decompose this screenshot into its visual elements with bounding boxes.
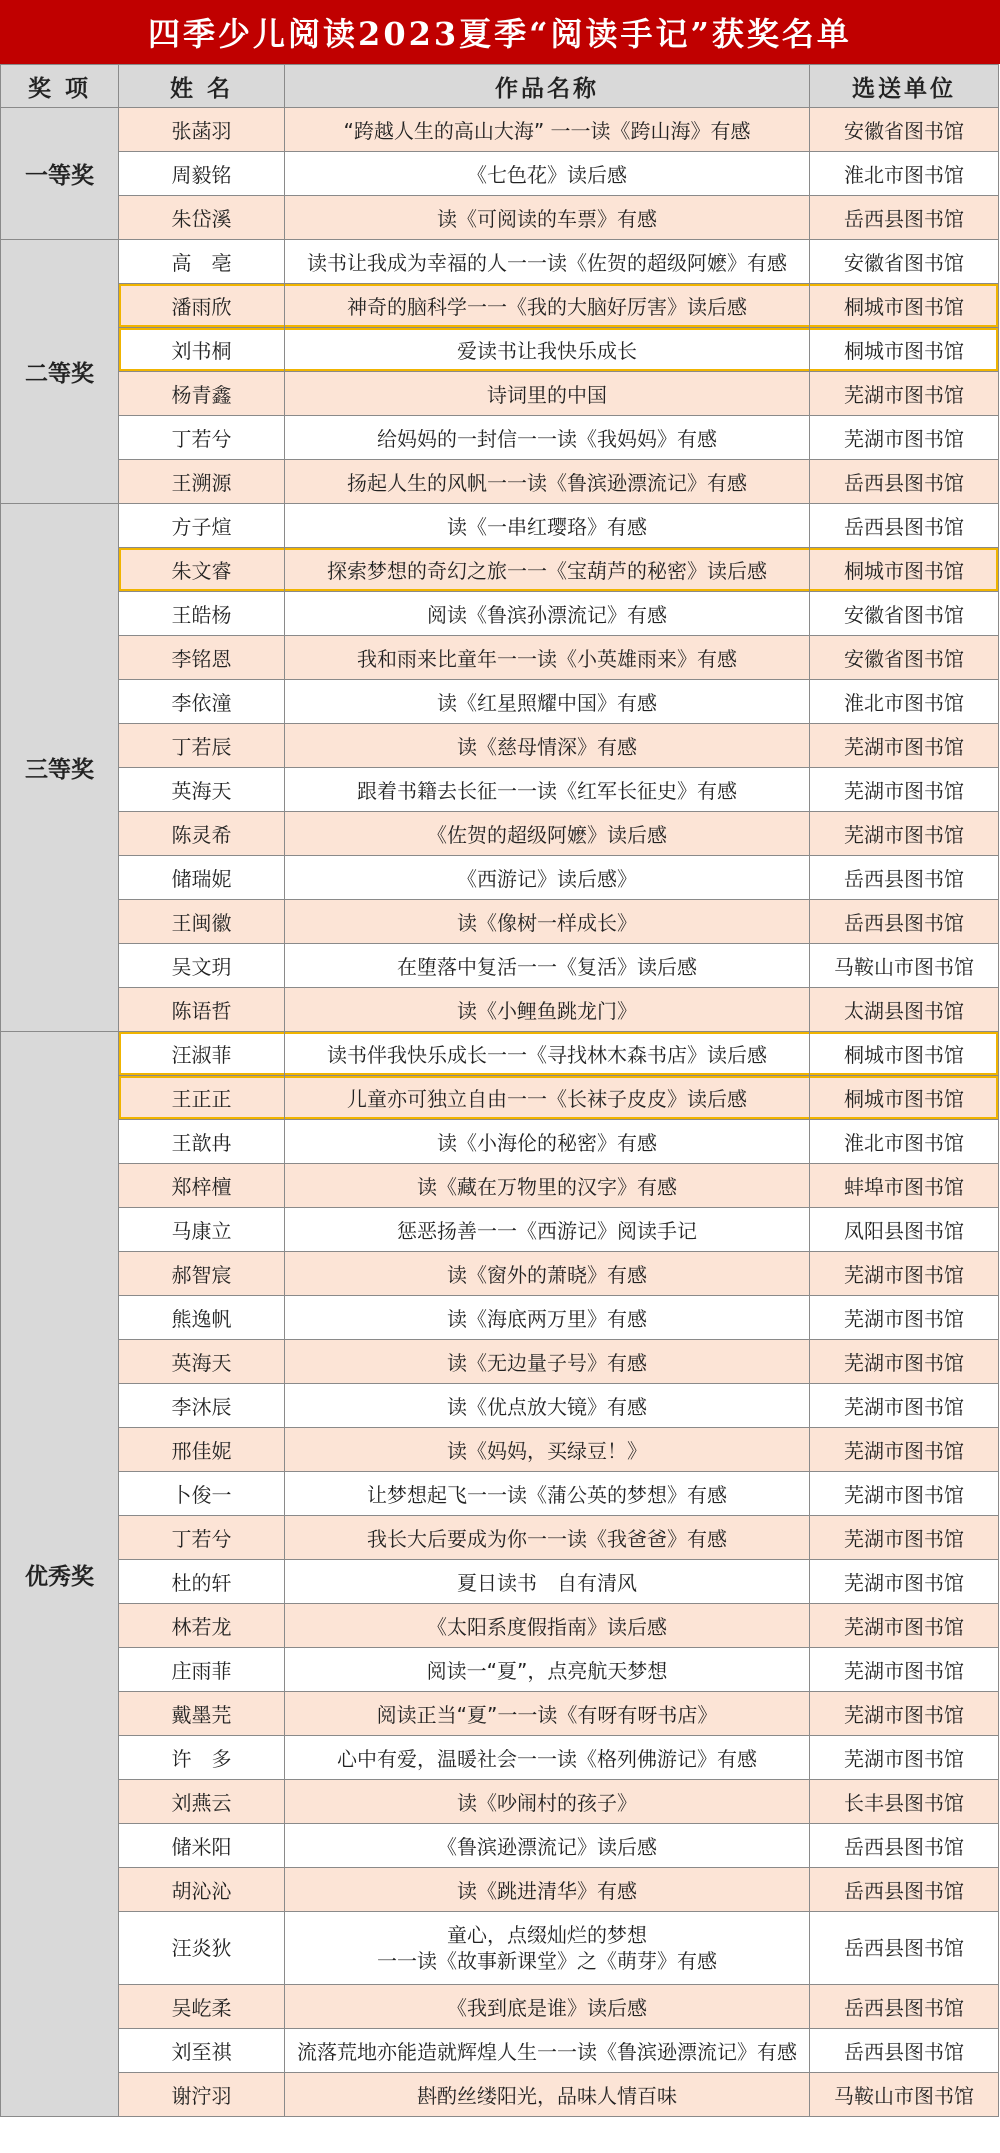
submitting-library-cell: 桐城市图书馆: [810, 1032, 999, 1076]
winner-name-cell: 朱岱溪: [119, 196, 285, 240]
work-title-cell: 读《像树一样成长》: [285, 900, 810, 944]
table-row: [1, 1692, 999, 1736]
table-row: [1, 1780, 999, 1824]
submitting-library-cell: 芜湖市图书馆: [810, 1692, 999, 1736]
submitting-library-cell: 太湖县图书馆: [810, 988, 999, 1032]
table-row: [1, 636, 999, 680]
sheet-title: 四季少儿阅读2023夏季“阅读手记”获奖名单: [0, 0, 1000, 64]
work-title-cell: 读《海底两万里》有感: [285, 1296, 810, 1340]
work-title-cell: 《西游记》读后感》: [285, 856, 810, 900]
submitting-library-cell: 芜湖市图书馆: [810, 1736, 999, 1780]
work-title-cell: 读《可阅读的车票》有感: [285, 196, 810, 240]
winner-name-cell: 胡沁沁: [119, 1868, 285, 1912]
submitting-library-cell: 岳西县图书馆: [810, 1985, 999, 2029]
submitting-library-cell: 安徽省图书馆: [810, 636, 999, 680]
winner-name-cell: 陈语哲: [119, 988, 285, 1032]
winner-name-cell: 潘雨欣: [119, 284, 285, 328]
work-title-cell: 读《慈母情深》有感: [285, 724, 810, 768]
table-row: [1, 1604, 999, 1648]
work-title-cell: 阅读一“夏”，点亮航天梦想: [285, 1648, 810, 1692]
submitting-library-cell: 桐城市图书馆: [810, 284, 999, 328]
submitting-library-cell: 岳西县图书馆: [810, 460, 999, 504]
submitting-library-cell: 安徽省图书馆: [810, 108, 999, 152]
work-title-cell: 夏日读书 自有清风: [285, 1560, 810, 1604]
work-title-cell: 《我到底是谁》读后感: [285, 1985, 810, 2029]
submitting-library-cell: 芜湖市图书馆: [810, 1252, 999, 1296]
work-title-cell: 惩恶扬善一一《西游记》阅读手记: [285, 1208, 810, 1252]
work-title-cell: “跨越人生的高山大海” 一一读《跨山海》有感: [285, 108, 810, 152]
table-row: [1, 504, 999, 548]
winner-name-cell: 戴墨芫: [119, 1692, 285, 1736]
submitting-library-cell: 芜湖市图书馆: [810, 1648, 999, 1692]
winner-name-cell: 吴屹柔: [119, 1985, 285, 2029]
table-row: [1, 1076, 999, 1120]
work-title-cell: 读《小鲤鱼跳龙门》: [285, 988, 810, 1032]
winner-name-cell: 王歆冉: [119, 1120, 285, 1164]
table-row: [1, 240, 999, 284]
submitting-library-cell: 岳西县图书馆: [810, 2029, 999, 2073]
table-row: [1, 2029, 999, 2073]
table-row: [1, 988, 999, 1032]
table-row: [1, 284, 999, 328]
table-row: [1, 592, 999, 636]
table-row: [1, 1208, 999, 1252]
winner-name-cell: 王皓杨: [119, 592, 285, 636]
winner-name-cell: 王正正: [119, 1076, 285, 1120]
winner-name-cell: 丁若兮: [119, 416, 285, 460]
winner-name-cell: 林若龙: [119, 1604, 285, 1648]
work-title-cell: 读《红星照耀中国》有感: [285, 680, 810, 724]
winner-name-cell: 王闽徽: [119, 900, 285, 944]
work-title-cell: 《太阳系度假指南》读后感: [285, 1604, 810, 1648]
winner-name-cell: 许 多: [119, 1736, 285, 1780]
submitting-library-cell: 芜湖市图书馆: [810, 1296, 999, 1340]
winner-name-cell: 刘至祺: [119, 2029, 285, 2073]
work-title-cell: 阅读正当“夏”一一读《有呀有呀书店》: [285, 1692, 810, 1736]
submitting-library-cell: 芜湖市图书馆: [810, 1516, 999, 1560]
work-title-cell: 我和雨来比童年一一读《小英雄雨来》有感: [285, 636, 810, 680]
table-row: [1, 680, 999, 724]
work-title-cell: 跟着书籍去长征一一读《红军长征史》有感: [285, 768, 810, 812]
winner-name-cell: 郑梓檀: [119, 1164, 285, 1208]
award-table: [0, 64, 999, 2117]
header-work: 作品名称: [285, 65, 810, 108]
work-title-cell: 读《吵闹村的孩子》: [285, 1780, 810, 1824]
table-row: [1, 1736, 999, 1780]
work-title-cell: 读《小海伦的秘密》有感: [285, 1120, 810, 1164]
submitting-library-cell: 凤阳县图书馆: [810, 1208, 999, 1252]
winner-name-cell: 刘燕云: [119, 1780, 285, 1824]
submitting-library-cell: 芜湖市图书馆: [810, 1604, 999, 1648]
work-title-cell: 让梦想起飞一一读《蒲公英的梦想》有感: [285, 1472, 810, 1516]
winner-name-cell: 刘书桐: [119, 328, 285, 372]
winner-name-cell: 丁若兮: [119, 1516, 285, 1560]
winner-name-cell: 马康立: [119, 1208, 285, 1252]
table-row: [1, 1296, 999, 1340]
submitting-library-cell: 芜湖市图书馆: [810, 1428, 999, 1472]
table-row: [1, 1516, 999, 1560]
submitting-library-cell: 芜湖市图书馆: [810, 812, 999, 856]
winner-name-cell: 邢佳妮: [119, 1428, 285, 1472]
submitting-library-cell: 淮北市图书馆: [810, 1120, 999, 1164]
header-row: [1, 65, 999, 108]
work-title-cell: 扬起人生的风帆一一读《鲁滨逊漂流记》有感: [285, 460, 810, 504]
work-title-cell: 读《妈妈，买绿豆！》: [285, 1428, 810, 1472]
winner-name-cell: 谢泞羽: [119, 2073, 285, 2117]
work-subtitle-line: 一一读《故事新课堂》之《萌芽》有感: [377, 1949, 717, 1973]
submitting-library-cell: 桐城市图书馆: [810, 328, 999, 372]
table-row: [1, 416, 999, 460]
winner-name-cell: 李铭恩: [119, 636, 285, 680]
table-row: [1, 1252, 999, 1296]
work-title-cell: 读《一串红璎珞》有感: [285, 504, 810, 548]
work-title-cell: 读《无边量子号》有感: [285, 1340, 810, 1384]
submitting-library-cell: 安徽省图书馆: [810, 592, 999, 636]
table-row: [1, 1384, 999, 1428]
submitting-library-cell: 芜湖市图书馆: [810, 1340, 999, 1384]
submitting-library-cell: 马鞍山市图书馆: [810, 2073, 999, 2117]
work-title-cell: 在堕落中复活一一《复活》读后感: [285, 944, 810, 988]
submitting-library-cell: 芜湖市图书馆: [810, 1472, 999, 1516]
work-title-cell: 斟酌丝缕阳光，品味人情百味: [285, 2073, 810, 2117]
table-row: [1, 944, 999, 988]
table-row: [1, 1120, 999, 1164]
work-title-cell: 儿童亦可独立自由一一《长袜子皮皮》读后感: [285, 1076, 810, 1120]
table-row: [1, 1824, 999, 1868]
table-row: [1, 108, 999, 152]
table-row: [1, 372, 999, 416]
table-row: [1, 724, 999, 768]
submitting-library-cell: 岳西县图书馆: [810, 1868, 999, 1912]
submitting-library-cell: 桐城市图书馆: [810, 548, 999, 592]
winner-name-cell: 卜俊一: [119, 1472, 285, 1516]
submitting-library-cell: 芜湖市图书馆: [810, 1384, 999, 1428]
submitting-library-cell: 淮北市图书馆: [810, 680, 999, 724]
winner-name-cell: 汪炎狄: [119, 1912, 285, 1985]
winner-name-cell: 庄雨菲: [119, 1648, 285, 1692]
winner-name-cell: 储瑞妮: [119, 856, 285, 900]
submitting-library-cell: 岳西县图书馆: [810, 1824, 999, 1868]
table-row: [1, 196, 999, 240]
table-row: [1, 1032, 999, 1076]
winner-name-cell: 王溯源: [119, 460, 285, 504]
winner-name-cell: 汪淑菲: [119, 1032, 285, 1076]
work-title-cell: 神奇的脑科学一一《我的大脑好厉害》读后感: [285, 284, 810, 328]
winner-name-cell: 朱文睿: [119, 548, 285, 592]
table-row: [1, 328, 999, 372]
winner-name-cell: 储米阳: [119, 1824, 285, 1868]
table-row: [1, 1912, 999, 1985]
work-title-cell: 阅读《鲁滨孙漂流记》有感: [285, 592, 810, 636]
table-row: [1, 152, 999, 196]
submitting-library-cell: 芜湖市图书馆: [810, 768, 999, 812]
winner-name-cell: 李沐辰: [119, 1384, 285, 1428]
work-title-cell: 心中有爱，温暖社会一一读《格列佛游记》有感: [285, 1736, 810, 1780]
award-level-cell: 二等奖: [1, 240, 119, 504]
winner-name-cell: 李依潼: [119, 680, 285, 724]
work-title-cell: 给妈妈的一封信一一读《我妈妈》有感: [285, 416, 810, 460]
table-row: [1, 768, 999, 812]
winner-name-cell: 杨青鑫: [119, 372, 285, 416]
submitting-library-cell: 安徽省图书馆: [810, 240, 999, 284]
header-name: 姓 名: [119, 65, 285, 108]
submitting-library-cell: 芜湖市图书馆: [810, 1560, 999, 1604]
table-row: [1, 1560, 999, 1604]
table-row: [1, 460, 999, 504]
winner-name-cell: 郝智宸: [119, 1252, 285, 1296]
submitting-library-cell: 岳西县图书馆: [810, 900, 999, 944]
header-award: 奖 项: [1, 65, 119, 108]
work-title-cell: 爱读书让我快乐成长: [285, 328, 810, 372]
work-title-cell: 读《窗外的萧晓》有感: [285, 1252, 810, 1296]
submitting-library-cell: 岳西县图书馆: [810, 196, 999, 240]
submitting-library-cell: 蚌埠市图书馆: [810, 1164, 999, 1208]
award-table-body: [1, 108, 999, 2117]
table-row: [1, 2073, 999, 2117]
winner-name-cell: 周毅铭: [119, 152, 285, 196]
work-title-cell: 《七色花》读后感: [285, 152, 810, 196]
table-row: [1, 548, 999, 592]
table-row: [1, 900, 999, 944]
work-title-cell: 诗词里的中国: [285, 372, 810, 416]
submitting-library-cell: 马鞍山市图书馆: [810, 944, 999, 988]
work-title-cell: 《鲁滨逊漂流记》读后感: [285, 1824, 810, 1868]
work-title-cell: 读书让我成为幸福的人一一读《佐贺的超级阿嬷》有感: [285, 240, 810, 284]
submitting-library-cell: 芜湖市图书馆: [810, 724, 999, 768]
winner-name-cell: 方子煊: [119, 504, 285, 548]
winner-name-cell: 高 亳: [119, 240, 285, 284]
submitting-library-cell: 桐城市图书馆: [810, 1076, 999, 1120]
winner-name-cell: 英海天: [119, 1340, 285, 1384]
header-unit: 选送单位: [810, 65, 999, 108]
work-title-cell: 读《优点放大镜》有感: [285, 1384, 810, 1428]
work-title-cell: 《佐贺的超级阿嬷》读后感: [285, 812, 810, 856]
winner-name-cell: 杜的轩: [119, 1560, 285, 1604]
submitting-library-cell: 岳西县图书馆: [810, 856, 999, 900]
work-title-cell: 流落荒地亦能造就辉煌人生一一读《鲁滨逊漂流记》有感: [285, 2029, 810, 2073]
table-row: [1, 1428, 999, 1472]
work-title-cell: 读《藏在万物里的汉字》有感: [285, 1164, 810, 1208]
submitting-library-cell: 岳西县图书馆: [810, 504, 999, 548]
winner-name-cell: 陈灵希: [119, 812, 285, 856]
winner-name-cell: 吴文玥: [119, 944, 285, 988]
table-row: [1, 1164, 999, 1208]
work-title-cell: 探索梦想的奇幻之旅一一《宝葫芦的秘密》读后感: [285, 548, 810, 592]
table-row: [1, 812, 999, 856]
work-title-cell: [285, 1912, 810, 1985]
submitting-library-cell: 岳西县图书馆: [810, 1912, 999, 1985]
award-level-cell: 一等奖: [1, 108, 119, 240]
table-row: [1, 1868, 999, 1912]
work-title-line: 童心，点缀灿烂的梦想: [447, 1923, 647, 1947]
submitting-library-cell: 长丰县图书馆: [810, 1780, 999, 1824]
winner-name-cell: 丁若辰: [119, 724, 285, 768]
winner-name-cell: 张菡羽: [119, 108, 285, 152]
submitting-library-cell: 芜湖市图书馆: [810, 416, 999, 460]
submitting-library-cell: 芜湖市图书馆: [810, 372, 999, 416]
table-row: [1, 1648, 999, 1692]
work-title-cell: 读《跳进清华》有感: [285, 1868, 810, 1912]
award-level-cell: 优秀奖: [1, 1032, 119, 2117]
work-title-cell: 我长大后要成为你一一读《我爸爸》有感: [285, 1516, 810, 1560]
table-row: [1, 1340, 999, 1384]
winner-name-cell: 英海天: [119, 768, 285, 812]
work-title-cell: 读书伴我快乐成长一一《寻找林木森书店》读后感: [285, 1032, 810, 1076]
award-level-cell: 三等奖: [1, 504, 119, 1032]
table-row: [1, 1472, 999, 1516]
table-row: [1, 1985, 999, 2029]
winner-name-cell: 熊逸帆: [119, 1296, 285, 1340]
table-row: [1, 856, 999, 900]
submitting-library-cell: 淮北市图书馆: [810, 152, 999, 196]
